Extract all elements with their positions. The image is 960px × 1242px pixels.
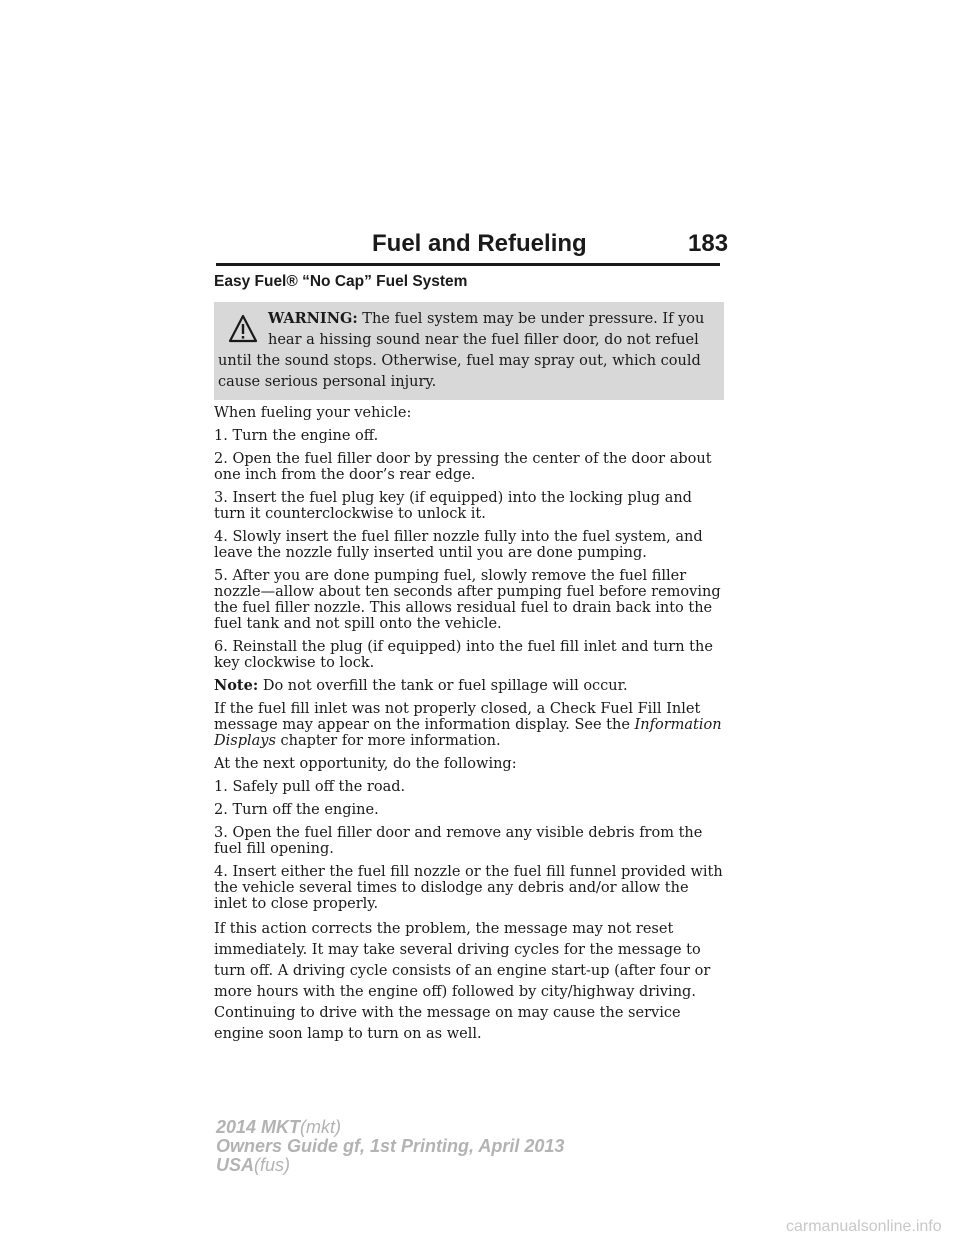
warning-box	[214, 302, 724, 400]
step-6: 6. Reinstall the plug (if equipped) into the fuel fill inlet and turn the key clockwise to lock.	[214, 639, 713, 671]
footer-guide-info: Owners Guide gf, 1st Printing, April 2013	[216, 1136, 565, 1156]
footer-region-code: (fus)	[254, 1155, 291, 1175]
information-displays-reference: Information Displays	[214, 717, 722, 749]
warning-text: The fuel system may be under pressure. If you hear a hissing sound near the fuel filler door, do not refuel until the sound stops. Otherwise, fuel may spray out, which could cause serious personal injury.	[218, 311, 705, 390]
step-5: 5. After you are done pumping fuel, slowly remove the fuel filler nozzle—allow about ten seconds after pumping fuel before removing the fuel filler nozzle. This allows residual fuel to drain back into the fuel tank and not spill onto the vehicle.	[214, 568, 721, 632]
page-content	[214, 272, 724, 1052]
footer-region: USA	[216, 1155, 255, 1175]
footer-model-code: (mkt)	[300, 1117, 342, 1137]
next-step-4: 4. Insert either the fuel fill nozzle or the fuel fill funnel provided with the vehicle several times to dislodge any debris and/or allow the inlet to close properly.	[214, 864, 723, 912]
step-1: 1. Turn the engine off.	[214, 428, 379, 444]
closing-paragraph: If this action corrects the problem, the message may not reset immediately. It may take several driving cycles for the message to turn off. A driving cycle consists of an engine start-up (after four or more hours with the engine off) followed by city/highway driving. Continuing to drive with the message on may cause the service engine soon lamp to turn on as well.	[214, 921, 711, 1042]
next-step-2: 2. Turn off the engine.	[214, 802, 379, 818]
step-3: 3. Insert the fuel plug key (if equipped) into the locking plug and turn it counterclockwise to unlock it.	[214, 490, 692, 522]
warning-label: WARNING:	[268, 310, 358, 327]
watermark: carmanualsonline.info	[786, 1218, 942, 1235]
note-label: Note:	[214, 677, 259, 694]
page-number: 183	[688, 230, 729, 257]
header-rule	[216, 263, 720, 266]
footer-line-2	[216, 1137, 564, 1156]
note-text: Do not overfill the tank or fuel spillage will occur.	[262, 678, 628, 694]
intro-paragraph: When fueling your vehicle:	[214, 405, 412, 421]
next-opportunity-intro: At the next opportunity, do the following:	[214, 756, 517, 772]
inlet-text-pre: If the fuel fill inlet was not properly closed, a Check Fuel Fill Inlet message may appear on the information display. See the	[214, 701, 701, 733]
next-step-3: 3. Open the fuel filler door and remove any visible debris from the fuel fill opening.	[214, 825, 703, 857]
page-header-title: Fuel and Refueling	[372, 230, 587, 257]
inlet-text-post: chapter for more information.	[275, 733, 501, 749]
footer-line-1	[216, 1118, 564, 1137]
next-step-1: 1. Safely pull off the road.	[214, 779, 406, 795]
footer-model: 2014 MKT	[216, 1117, 301, 1137]
footer-printing-info	[216, 1118, 564, 1175]
step-2: 2. Open the fuel filler door by pressing the center of the door about one inch from the door’s rear edge.	[214, 451, 712, 483]
footer-line-3	[216, 1156, 564, 1175]
step-4: 4. Slowly insert the fuel filler nozzle fully into the fuel system, and leave the nozzle fully inserted until you are done pumping.	[214, 529, 703, 561]
inlet-paragraph	[214, 701, 724, 749]
note-paragraph	[214, 678, 724, 694]
warning-triangle-icon	[228, 314, 258, 344]
section-heading: Easy Fuel® “No Cap” Fuel System	[214, 273, 468, 290]
